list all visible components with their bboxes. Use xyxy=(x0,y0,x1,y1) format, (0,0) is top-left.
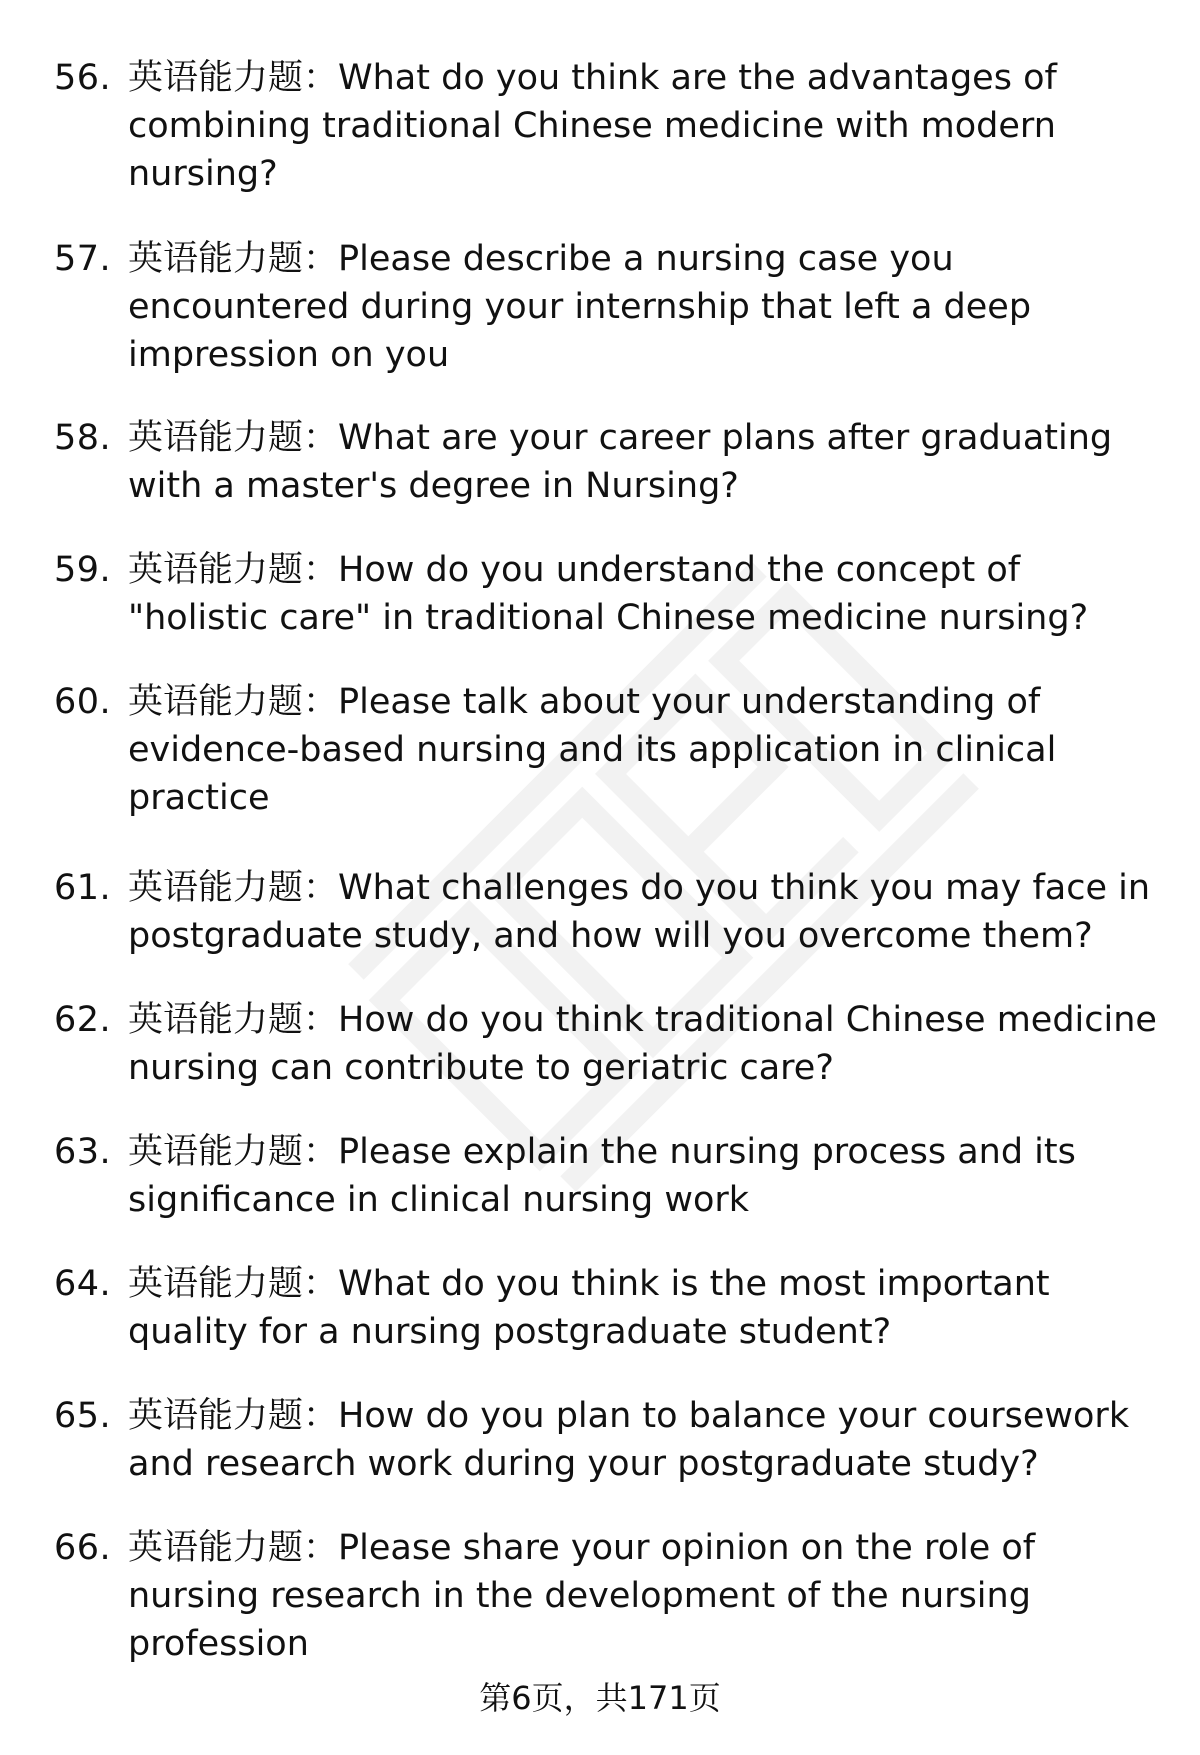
question-label: 英语能力题： xyxy=(128,1000,339,1040)
question-number: 61. xyxy=(54,868,112,908)
question-line: nursing? xyxy=(128,154,278,194)
question-line: How do you think traditional Chinese medicine xyxy=(338,1000,1157,1040)
question-label: 英语能力题： xyxy=(128,682,339,722)
question-number: 56. xyxy=(54,58,112,98)
question-number: 64. xyxy=(54,1264,112,1304)
question-text xyxy=(128,996,1168,1092)
question-line: How do you plan to balance your coursework xyxy=(338,1396,1130,1436)
question-line: Please describe a nursing case you xyxy=(338,239,954,279)
question-number: 58. xyxy=(54,418,112,458)
question-number: 66. xyxy=(54,1528,112,1568)
question-label: 英语能力题： xyxy=(128,418,339,458)
question-number: 65. xyxy=(54,1396,112,1436)
question-label: 英语能力题： xyxy=(128,1528,339,1568)
question-text xyxy=(128,235,1168,379)
question-line: Please talk about your understanding of xyxy=(338,682,1041,722)
question-line: significance in clinical nursing work xyxy=(128,1180,750,1220)
question-label: 英语能力题： xyxy=(128,1264,339,1304)
question-number: 63. xyxy=(54,1132,112,1172)
question-line: and research work during your postgraduate study? xyxy=(128,1444,1039,1484)
question-line: combining traditional Chinese medicine with modern xyxy=(128,106,1056,146)
question-line: with a master's degree in Nursing? xyxy=(128,466,739,506)
question-number: 60. xyxy=(54,682,112,722)
question-text xyxy=(128,546,1168,642)
question-line: postgraduate study, and how will you overcome them? xyxy=(128,916,1093,956)
question-line: nursing can contribute to geriatric care? xyxy=(128,1048,834,1088)
question-line: What do you think are the advantages of xyxy=(338,58,1057,98)
question-text xyxy=(128,1524,1168,1668)
question-label: 英语能力题： xyxy=(128,58,339,98)
question-line: nursing research in the development of the nursing xyxy=(128,1576,1031,1616)
question-text xyxy=(128,1128,1168,1224)
question-number: 59. xyxy=(54,550,112,590)
question-text xyxy=(128,1392,1168,1488)
question-text xyxy=(128,1260,1168,1356)
question-line: "holistic care" in traditional Chinese medicine nursing? xyxy=(128,598,1089,638)
question-line: What challenges do you think you may face in xyxy=(338,868,1151,908)
question-text xyxy=(128,414,1168,510)
question-label: 英语能力题： xyxy=(128,868,339,908)
question-line: What do you think is the most important xyxy=(338,1264,1050,1304)
question-line: impression on you xyxy=(128,335,450,375)
question-line: What are your career plans after graduating xyxy=(338,418,1113,458)
question-line: profession xyxy=(128,1624,309,1664)
question-text xyxy=(128,678,1168,822)
question-label: 英语能力题： xyxy=(128,1396,339,1436)
question-text xyxy=(128,864,1168,960)
page-footer xyxy=(0,1676,1200,1720)
question-line: evidence-based nursing and its application in clinical xyxy=(128,730,1057,770)
question-text xyxy=(128,54,1168,198)
question-label: 英语能力题： xyxy=(128,1132,339,1172)
question-line: encountered during your internship that left a deep xyxy=(128,287,1032,327)
question-line: quality for a nursing postgraduate student? xyxy=(128,1312,892,1352)
question-label: 英语能力题： xyxy=(128,239,339,279)
page-number-label: 第6页，共171页 xyxy=(479,1679,721,1717)
question-line: Please explain the nursing process and its xyxy=(338,1132,1076,1172)
question-line: How do you understand the concept of xyxy=(338,550,1021,590)
question-number: 57. xyxy=(54,239,112,279)
question-line: Please share your opinion on the role of xyxy=(338,1528,1036,1568)
question-line: practice xyxy=(128,778,270,818)
question-number: 62. xyxy=(54,1000,112,1040)
question-label: 英语能力题： xyxy=(128,550,339,590)
